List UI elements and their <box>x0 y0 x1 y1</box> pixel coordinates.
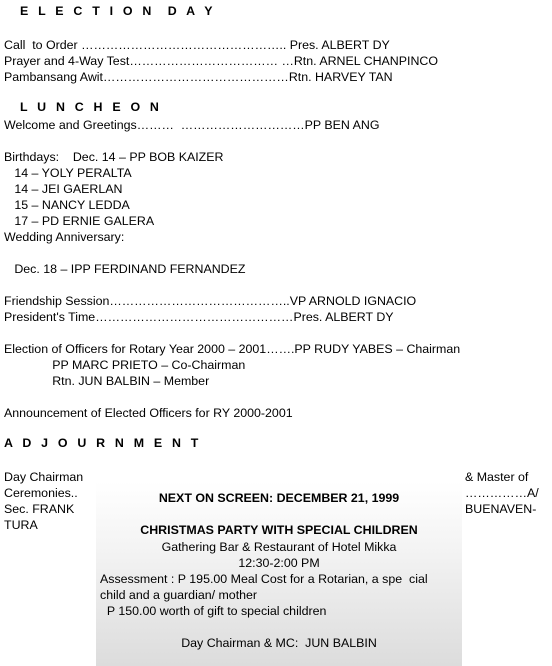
adjournment-left-line: Sec. FRANK <box>4 502 75 516</box>
wedding-anniversary-label: Wedding Anniversary: <box>4 230 125 244</box>
assessment-line: child and a guardian/ mother <box>100 588 258 602</box>
program-line-friendship: Friendship Session……………………………………..VP ARNOLD IGNACIO <box>4 294 417 308</box>
assessment-line: Assessment : P 195.00 Meal Cost for a Rotarian, a spe cial <box>100 572 428 586</box>
program-line-prayer: Prayer and 4-Way Test……………………………… …Rtn. ARNEL CHANPINCO <box>4 54 438 68</box>
program-line-president: President's Time…………………………………………Pres. ALBERT DY <box>4 310 394 324</box>
adjournment-left-line: Ceremonies.. <box>4 486 78 500</box>
assessment-line: P 150.00 worth of gift to special children <box>100 604 327 618</box>
adjournment-heading: A D J O U R N M E N T <box>4 436 202 450</box>
election-officers-line: PP MARC PRIETO – Co-Chairman <box>4 358 246 372</box>
birthday-line: 14 – JEI GAERLAN <box>4 182 123 196</box>
next-on-screen-panel <box>96 482 462 666</box>
adjournment-right-line: ……………A/ <box>465 486 539 500</box>
adjournment-right-line: & Master of <box>465 470 529 484</box>
election-officers-line: Election of Officers for Rotary Year 2000 – 2001…….PP RUDY YABES – Chairman <box>4 342 461 356</box>
birthday-line: Birthdays: Dec. 14 – PP BOB KAIZER <box>4 150 224 164</box>
event-venue: Gathering Bar & Restaurant of Hotel Mikka <box>161 540 397 554</box>
birthday-line: 15 – NANCY LEDDA <box>4 198 130 212</box>
event-time: 12:30-2:00 PM <box>238 556 320 570</box>
day-chairman-line: Day Chairman & MC: JUN BALBIN <box>181 636 377 650</box>
election-day-heading: E L E C T I O N D A Y <box>20 4 216 18</box>
program-line-anthem: Pambansang Awit………………………………………Rtn. HARVEY TAN <box>4 70 393 84</box>
adjournment-left-line: TURA <box>4 518 38 532</box>
announcement-line: Announcement of Elected Officers for RY 2000-2001 <box>4 406 293 420</box>
birthday-line: 17 – PD ERNIE GALERA <box>4 214 155 228</box>
election-officers-line: Rtn. JUN BALBIN – Member <box>4 374 210 388</box>
wedding-anniversary-entry: Dec. 18 – IPP FERDINAND FERNANDEZ <box>4 262 246 276</box>
program-line-call-to-order: Call to Order ………………………………………….. Pres. ALBERT DY <box>4 38 390 52</box>
event-title: CHRISTMAS PARTY WITH SPECIAL CHILDREN <box>140 523 418 537</box>
next-on-screen-title: NEXT ON SCREEN: DECEMBER 21, 1999 <box>158 491 400 505</box>
adjournment-right-line: BUENAVEN- <box>465 502 537 516</box>
program-line-welcome: Welcome and Greetings……… …………………………PP BEN ANG <box>4 118 380 132</box>
adjournment-left-line: Day Chairman <box>4 470 84 484</box>
luncheon-heading: L U N C H E O N <box>20 100 163 114</box>
birthday-line: 14 – YOLY PERALTA <box>4 166 132 180</box>
